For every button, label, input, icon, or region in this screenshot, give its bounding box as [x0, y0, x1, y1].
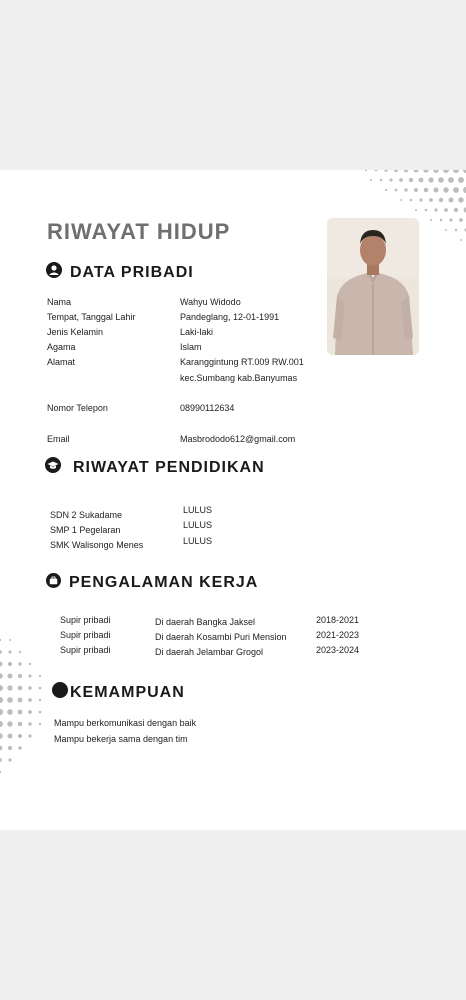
pengalaman-heading — [46, 573, 258, 593]
pengalaman-heading-text: PENGALAMAN KERJA — [69, 574, 259, 591]
school-2: SMP 1 Pegelaran — [50, 525, 121, 535]
skill-1: Mampu berkomunikasi dengan baik — [54, 718, 197, 728]
job-place-2: Di daerah Kosambi Puri Mension — [155, 632, 287, 642]
job-period-3: 2023-2024 — [316, 645, 360, 655]
resume-title: RIWAYAT HIDUP — [47, 219, 231, 244]
value-agama: Islam — [180, 342, 202, 352]
pendidikan-heading-text: RIWAYAT PENDIDIKAN — [73, 458, 265, 476]
label-alamat: Alamat — [47, 357, 76, 367]
job-role-3: Supir pribadi — [60, 645, 111, 655]
value-email: Masbrododo612@gmail.com — [180, 434, 296, 444]
decorative-dots-bottom-left — [0, 630, 70, 800]
pendidikan-heading — [45, 457, 265, 478]
kemampuan-heading-text: KEMAMPUAN — [70, 683, 185, 701]
value-jenis-kelamin: Laki-laki — [180, 327, 214, 337]
school-3: SMK Walisongo Menes — [50, 540, 144, 550]
value-nama: Wahyu Widodo — [180, 297, 241, 307]
resume-page — [0, 170, 466, 830]
value-alamat-line1: Karanggintung RT.009 RW.001 — [180, 357, 304, 367]
bullet-circle-icon — [52, 682, 68, 703]
job-period-1: 2018-2021 — [316, 615, 360, 625]
kemampuan-heading — [52, 682, 185, 703]
value-ttl: Pandeglang, 12-01-1991 — [180, 312, 280, 322]
data-pribadi-heading — [46, 262, 194, 283]
label-ttl: Tempat, Tanggal Lahir — [47, 312, 136, 322]
label-agama: Agama — [47, 342, 76, 352]
value-alamat-line2: kec.Sumbang kab.Banyumas — [180, 373, 298, 383]
skill-2: Mampu bekerja sama dengan tim — [54, 734, 188, 744]
status-1: LULUS — [183, 505, 213, 515]
job-period-2: 2021-2023 — [316, 630, 360, 640]
value-nomor-telepon: 08990112634 — [180, 403, 235, 413]
label-nomor-telepon: Nomor Telepon — [47, 403, 108, 413]
job-place-1: Di daerah Bangka Jaksel — [155, 617, 256, 627]
profile-photo — [327, 218, 419, 355]
briefcase-icon — [46, 573, 61, 593]
label-email: Email — [47, 434, 70, 444]
status-2: LULUS — [183, 520, 213, 530]
person-photo-icon — [327, 218, 419, 355]
job-role-1: Supir pribadi — [60, 615, 111, 625]
job-role-2: Supir pribadi — [60, 630, 111, 640]
status-3: LULUS — [183, 536, 213, 546]
label-nama: Nama — [47, 297, 72, 307]
user-circle-icon — [46, 262, 62, 283]
job-place-3: Di daerah Jelambar Grogol — [155, 647, 264, 657]
data-pribadi-heading-text: DATA PRIBADI — [70, 263, 194, 281]
label-jenis-kelamin: Jenis Kelamin — [47, 327, 104, 337]
school-1: SDN 2 Sukadame — [50, 510, 123, 520]
graduation-cap-icon — [45, 457, 61, 478]
